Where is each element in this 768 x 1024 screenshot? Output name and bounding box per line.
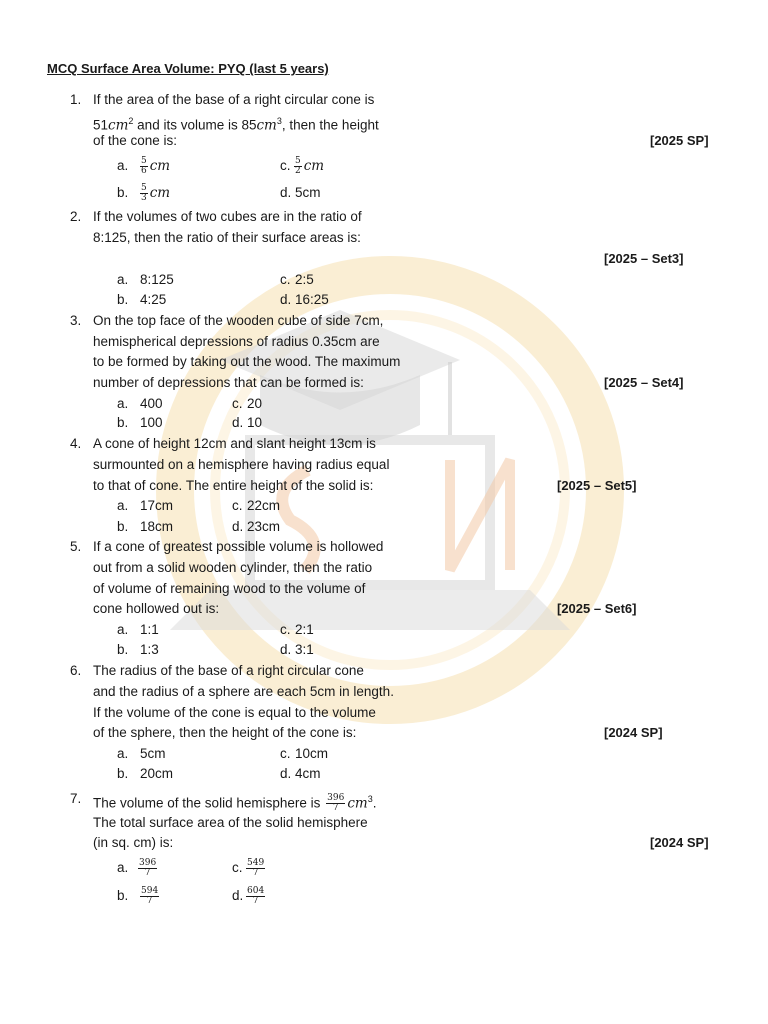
- question-text-line: The radius of the base of a right circular cone: [93, 663, 364, 678]
- math-exponent: 3: [367, 794, 373, 804]
- option-value: 4:25: [140, 292, 167, 307]
- option-label: c.: [280, 272, 291, 287]
- fraction-numerator: 5: [141, 156, 147, 166]
- text-fragment: , then the height: [281, 117, 379, 133]
- fraction-numerator: 396: [327, 793, 345, 804]
- option-value: 22cm: [247, 498, 281, 513]
- option-label: d.: [280, 766, 292, 781]
- math-exponent: 3: [276, 116, 282, 126]
- option-value: 4cm: [295, 766, 321, 781]
- option-label: b.: [117, 519, 129, 534]
- source-tag: [2025 – Set6]: [557, 601, 637, 616]
- question-text-line: and the radius of a sphere are each 5cm in length.: [93, 684, 394, 699]
- option-value: 10cm: [295, 746, 329, 761]
- option-label: c.: [280, 622, 291, 637]
- fraction-denominator: 7: [144, 868, 151, 878]
- fraction-numerator: 549: [247, 858, 265, 868]
- option-value: 8:125: [140, 272, 174, 287]
- option-value: [136, 859, 159, 878]
- question-text-line: of volume of remaining wood to the volume of: [93, 581, 366, 596]
- question-text-line: 8:125, then the ratio of their surface areas is:: [93, 230, 361, 245]
- option-label: b.: [117, 766, 129, 781]
- question-text-line: to be formed by taking out the wood. The maximum: [93, 354, 401, 369]
- option-value: [292, 157, 324, 176]
- math-unit: cm: [149, 158, 171, 175]
- math-value: 51: [93, 117, 109, 133]
- math-unit: cm: [149, 185, 171, 202]
- question-text-line: On the top face of the wooden cube of side 7cm,: [93, 313, 384, 328]
- question-number: 2.: [70, 209, 82, 224]
- question-number: 7.: [70, 791, 82, 806]
- source-tag: [2025 – Set3]: [604, 251, 684, 266]
- question-number: 1.: [70, 92, 82, 107]
- source-tag: [2025 SP]: [650, 133, 709, 148]
- option-value: 5cm: [140, 746, 166, 761]
- option-label: b.: [117, 185, 129, 200]
- fraction-denominator: 7: [332, 803, 339, 814]
- option-value: 5cm: [295, 185, 321, 200]
- source-tag: [2025 – Set4]: [604, 375, 684, 390]
- option-label: d.: [280, 292, 292, 307]
- fraction-numerator: 5: [295, 156, 301, 166]
- option-value: [138, 887, 161, 906]
- option-label: c.: [232, 498, 243, 513]
- fraction-numerator: 604: [247, 886, 265, 896]
- fraction-denominator: 3: [141, 193, 147, 203]
- text-fragment: and its volume is: [133, 117, 242, 133]
- source-tag: [2025 – Set5]: [557, 478, 637, 493]
- fraction-denominator: 7: [252, 896, 259, 906]
- question-text-line: surmounted on a hemisphere having radius equal: [93, 457, 390, 472]
- option-value: 20: [247, 396, 263, 411]
- question-text-line: of the cone is:: [93, 133, 178, 148]
- option-label: b.: [117, 415, 129, 430]
- page-title: MCQ Surface Area Volume: PYQ (last 5 years): [47, 61, 329, 76]
- question-text-line: If the area of the base of a right circular cone is: [93, 92, 375, 107]
- question-text-line: If a cone of greatest possible volume is hollowed: [93, 539, 384, 554]
- question-text-line: cone hollowed out is:: [93, 601, 220, 616]
- option-value: 1:1: [140, 622, 159, 637]
- option-label: d.: [232, 519, 244, 534]
- fraction-denominator: 7: [146, 896, 153, 906]
- option-value: 16:25: [295, 292, 329, 307]
- option-label: a.: [117, 272, 129, 287]
- text-fragment: .: [372, 795, 377, 811]
- option-value: 18cm: [140, 519, 174, 534]
- option-value: 20cm: [140, 766, 174, 781]
- math-value: 85: [241, 117, 257, 133]
- option-label: a.: [117, 396, 129, 411]
- option-label: c.: [280, 158, 291, 173]
- option-value: [138, 184, 170, 203]
- fraction-numerator: 396: [139, 858, 157, 868]
- fraction-numerator: 5: [141, 183, 147, 193]
- option-label: a.: [117, 860, 129, 875]
- option-label: b.: [117, 292, 129, 307]
- option-value: 17cm: [140, 498, 174, 513]
- question-text-line: If the volume of the cone is equal to the volume: [93, 705, 376, 720]
- option-label: c.: [232, 860, 243, 875]
- question-number: 4.: [70, 436, 82, 451]
- question-text-line: out from a solid wooden cylinder, then the ratio: [93, 560, 373, 575]
- option-label: d.: [280, 185, 292, 200]
- fraction-numerator: 594: [141, 886, 159, 896]
- option-value: [244, 859, 267, 878]
- question-text-line: A cone of height 12cm and slant height 13cm is: [93, 436, 376, 451]
- option-value: 400: [140, 396, 163, 411]
- option-label: d.: [232, 415, 244, 430]
- option-value: [244, 887, 267, 906]
- option-value: 3:1: [295, 642, 314, 657]
- math-exponent: 2: [128, 116, 134, 126]
- question-text-line: [93, 790, 376, 813]
- math-unit: cm: [347, 795, 368, 812]
- option-label: b.: [117, 642, 129, 657]
- text-fragment: The volume of the solid hemisphere is: [93, 795, 325, 811]
- option-value: 1:3: [140, 642, 159, 657]
- option-label: a.: [117, 746, 129, 761]
- question-number: 6.: [70, 663, 82, 678]
- question-text-line: The total surface area of the solid hemisphere: [93, 815, 368, 830]
- option-label: c.: [232, 396, 243, 411]
- fraction-denominator: 6: [141, 166, 147, 176]
- question-number: 3.: [70, 313, 82, 328]
- option-value: 10: [247, 415, 263, 430]
- question-text-line: of the sphere, then the height of the cone is:: [93, 725, 357, 740]
- question-text-line: hemispherical depressions of radius 0.35cm are: [93, 334, 380, 349]
- math-unit: cm: [108, 117, 129, 134]
- option-value: [138, 157, 170, 176]
- source-tag: [2024 SP]: [650, 835, 709, 850]
- option-label: a.: [117, 158, 129, 173]
- question-number: 5.: [70, 539, 82, 554]
- option-value: 2:1: [295, 622, 314, 637]
- question-text-line: (in sq. cm) is:: [93, 835, 174, 850]
- fraction-denominator: 2: [295, 166, 301, 176]
- option-label: b.: [117, 888, 129, 903]
- option-label: d.: [232, 888, 244, 903]
- option-value: 2:5: [295, 272, 314, 287]
- option-label: c.: [280, 746, 291, 761]
- math-unit: cm: [303, 158, 325, 175]
- option-label: a.: [117, 622, 129, 637]
- question-text-line: number of depressions that can be formed is:: [93, 375, 364, 390]
- option-value: 100: [140, 415, 163, 430]
- source-tag: [2024 SP]: [604, 725, 663, 740]
- math-unit: cm: [256, 117, 277, 134]
- question-text-line: to that of cone. The entire height of the solid is:: [93, 478, 374, 493]
- option-label: a.: [117, 498, 129, 513]
- option-label: d.: [280, 642, 292, 657]
- question-text-line: If the volumes of two cubes are in the ratio of: [93, 209, 362, 224]
- fraction-denominator: 7: [252, 868, 259, 878]
- option-value: 23cm: [247, 519, 281, 534]
